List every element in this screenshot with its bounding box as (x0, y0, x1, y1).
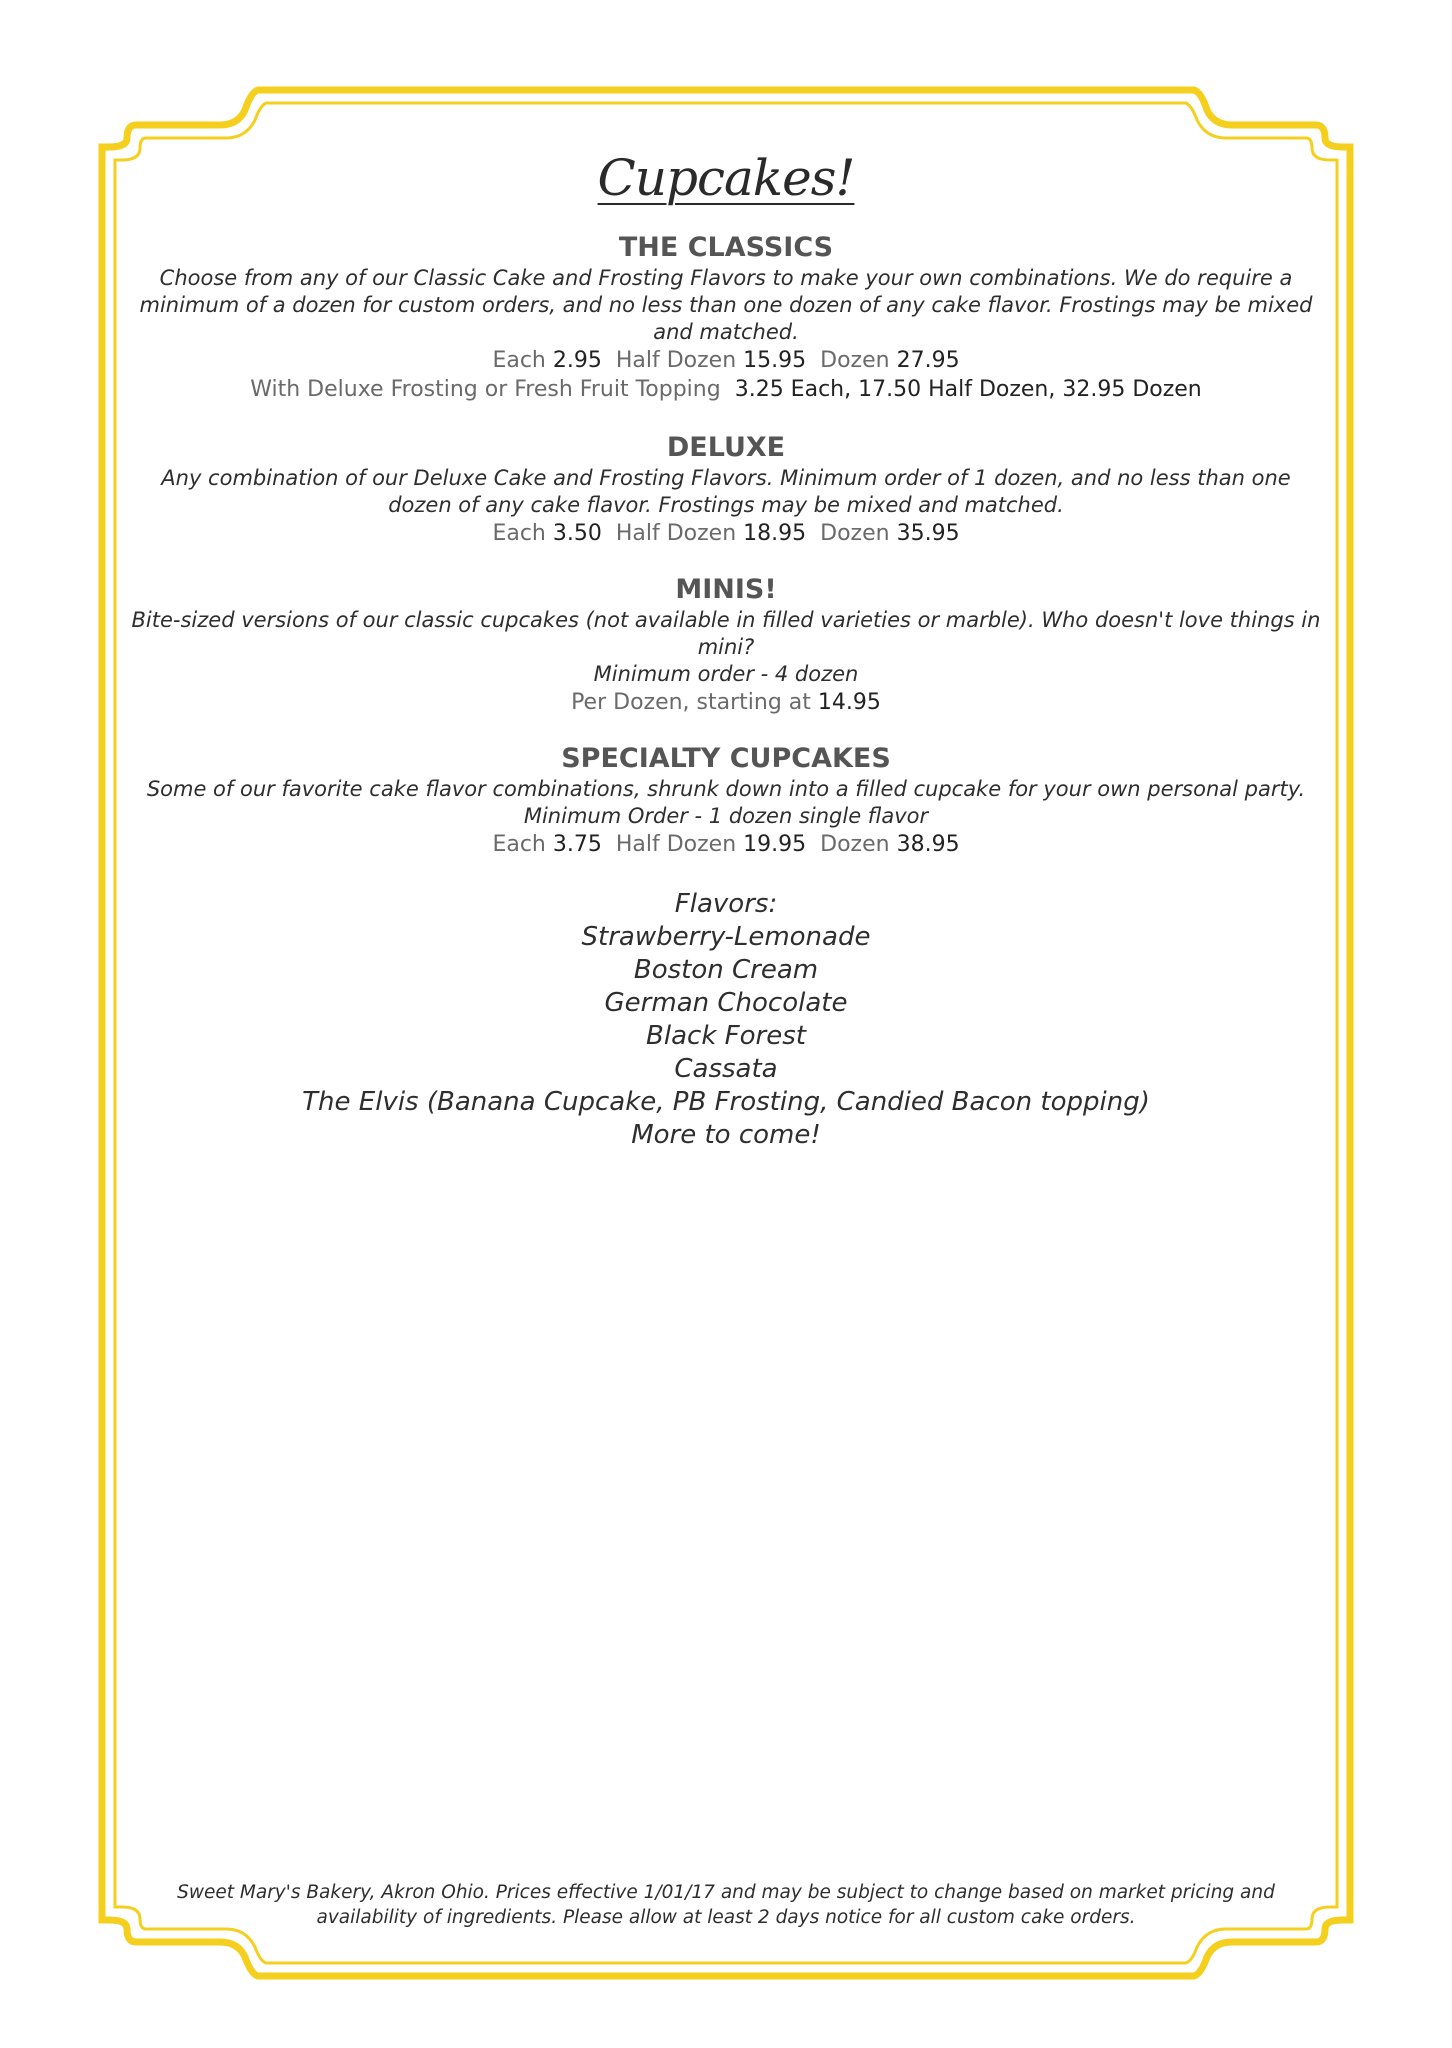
flavor-item: More to come! (631, 1120, 821, 1150)
deluxe-dozen-label: Dozen (820, 521, 890, 546)
minis-per-dozen-label: Per Dozen, starting at (571, 690, 811, 715)
deluxe-half-dozen-label: Half Dozen (615, 521, 737, 546)
classics-half-dozen-label: Half Dozen (615, 348, 737, 373)
specialty-section (120, 742, 1332, 859)
specialty-heading: SPECIALTY CUPCAKES (561, 743, 891, 774)
classics-description-line-3: and matched. (653, 320, 799, 344)
deluxe-price-line (120, 519, 1332, 548)
specialty-dozen-price: 38.95 (896, 832, 960, 857)
classics-each-label: Each (492, 348, 546, 373)
specialty-each-label: Each (492, 832, 546, 857)
footer-note (120, 1880, 1332, 1930)
deluxe-dozen-price: 35.95 (896, 521, 960, 546)
deluxe-section (120, 431, 1332, 548)
footer-line-2: availability of ingredients. Please allow at least 2 days notice for all custom cake orders. (316, 1907, 1136, 1928)
classics-heading: THE CLASSICS (618, 232, 834, 263)
page-title: Cupcakes! (597, 149, 855, 207)
flavor-item: German Chocolate (604, 988, 848, 1018)
minis-per-dozen-price: 14.95 (817, 690, 881, 715)
classics-deluxe-option-label: With Deluxe Frosting or Fresh Fruit Topping (250, 377, 721, 402)
specialty-half-dozen-label: Half Dozen (615, 832, 737, 857)
flavors-heading: Flavors: (674, 889, 778, 919)
specialty-dozen-label: Dozen (820, 832, 890, 857)
minis-heading: MINIS! (675, 574, 777, 605)
deluxe-description-line-2: dozen of any cake flavor. Frostings may be mixed and matched. (388, 493, 1064, 517)
minis-price-line (120, 688, 1332, 717)
footer-line-1: Sweet Mary's Bakery, Akron Ohio. Prices effective 1/01/17 and may be subject to change based on market pricing and (177, 1882, 1275, 1903)
classics-price-line (120, 346, 1332, 375)
specialty-description-line-1: Some of our favorite cake flavor combinations, shrunk down into a filled cupcake for your own personal party. (146, 777, 1306, 801)
minis-section (120, 573, 1332, 717)
classics-deluxe-option-prices: 3.25 Each, 17.50 Half Dozen, 32.95 Dozen (734, 377, 1202, 402)
flavor-item: Strawberry-Lemonade (581, 922, 871, 952)
specialty-minimum-order: Minimum Order - 1 dozen single flavor (523, 804, 929, 828)
flavor-item: Boston Cream (633, 955, 819, 985)
classics-description-line-2: minimum of a dozen for custom orders, and no less than one dozen of any cake flavor. Frostings may be mixed (139, 293, 1313, 317)
classics-description-line-1: Choose from any of our Classic Cake and Frosting Flavors to make your own combinations. We do require a (159, 266, 1293, 290)
specialty-half-dozen-price: 19.95 (743, 832, 807, 857)
classics-dozen-label: Dozen (820, 348, 890, 373)
classics-each-price: 2.95 (552, 348, 602, 373)
specialty-price-line (120, 830, 1332, 859)
specialty-each-price: 3.75 (552, 832, 602, 857)
classics-section (120, 231, 1332, 404)
deluxe-heading: DELUXE (666, 432, 786, 463)
classics-deluxe-option-line (120, 375, 1332, 404)
deluxe-each-label: Each (492, 521, 546, 546)
flavors-list (120, 888, 1332, 1152)
deluxe-each-price: 3.50 (552, 521, 602, 546)
minis-description-line-1: Bite-sized versions of our classic cupcakes (not available in filled varieties or marble). Who doesn't love things in (131, 608, 1321, 632)
flavor-item: Black Forest (646, 1021, 806, 1051)
deluxe-description-line-1: Any combination of our Deluxe Cake and Frosting Flavors. Minimum order of 1 dozen, and no less than one (161, 466, 1291, 490)
minis-description-line-2: mini? (697, 635, 755, 659)
classics-dozen-price: 27.95 (896, 348, 960, 373)
minis-minimum-order: Minimum order - 4 dozen (593, 662, 859, 686)
classics-half-dozen-price: 15.95 (743, 348, 807, 373)
flavor-item: Cassata (674, 1054, 778, 1084)
flavor-item: The Elvis (Banana Cupcake, PB Frosting, Candied Bacon topping) (302, 1087, 1150, 1117)
deluxe-half-dozen-price: 18.95 (743, 521, 807, 546)
